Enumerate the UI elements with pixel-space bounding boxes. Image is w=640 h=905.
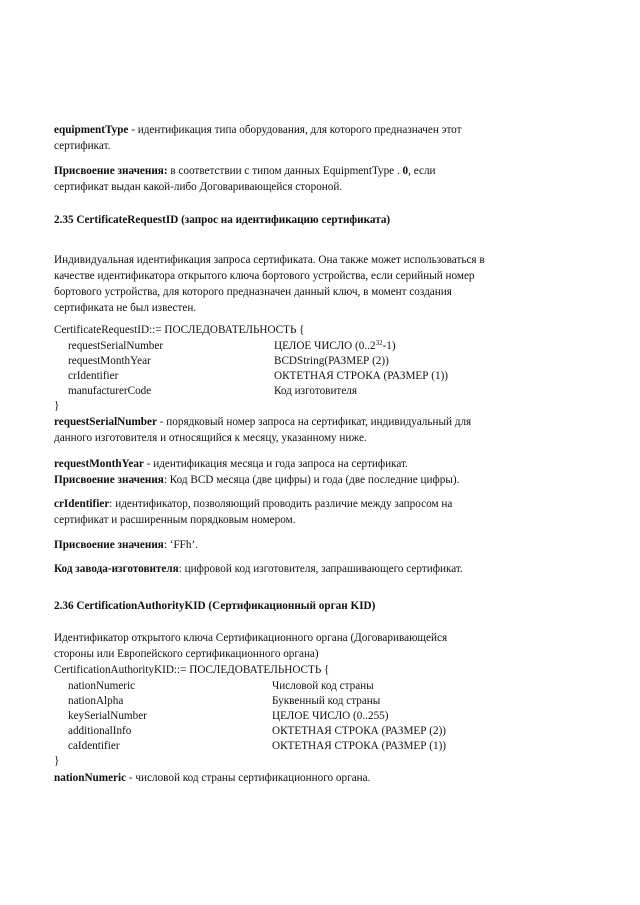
definition-row (54, 738, 594, 753)
equipment-type-term: equipmentType (54, 124, 129, 136)
assignment-paragraph-2 (54, 537, 594, 553)
rmy-term: requestMonthYear (54, 458, 144, 470)
field-type: ОКТЕТНАЯ СТРОКА (РАЗМЕР (1)) (274, 370, 449, 382)
cri-text-2: сертификат и расширенным порядковым номером. (54, 514, 296, 526)
assignment-bold-zero: 0 (402, 165, 409, 177)
field-type: BCDString(РАЗМЕР (2)) (274, 355, 389, 367)
definition-row (54, 678, 594, 693)
mfr-term: Код завода-изготовителя (54, 563, 179, 575)
nn-text: - числовой код страны сертификационного органа. (126, 772, 371, 784)
equipment-type-paragraph (54, 122, 594, 154)
request-serial-number-paragraph (54, 414, 594, 446)
rsn-text-2: данного изготовителя и относящийся к месяцу, указанному ниже. (54, 432, 367, 444)
field-name: crIdentifier (68, 370, 119, 382)
definition-row (54, 338, 594, 353)
field-type: ЦЕЛОЕ ЧИСЛО (0..255) (272, 710, 389, 722)
manufacturer-code-paragraph (54, 561, 594, 577)
desc-236-line-1: Идентификатор открытого ключа Сертификационного органа (Договаривающейся (54, 632, 448, 644)
definition-row (54, 353, 594, 368)
field-type: ОКТЕТНАЯ СТРОКА (РАЗМЕР (1)) (272, 740, 447, 752)
nn-term: nationNumeric (54, 772, 127, 784)
rsn-text-1: - порядковый номер запроса на сертификат, индивидуальный для (156, 416, 472, 428)
section-heading-2-35: 2.35 CertificateRequestID (запрос на идентификацию сертификата) (54, 214, 391, 226)
section-heading-2-36: 2.36 CertificationAuthorityKID (Сертификационный орган KID) (54, 600, 376, 612)
desc-235-line-3: бортового устройства, для которого предназначен данный ключ, в момент создания (54, 286, 452, 298)
rmy-assign-term: Присвоение значения (54, 474, 164, 486)
field-name: additionalInfo (68, 725, 132, 737)
assignment-paragraph-1 (54, 163, 594, 195)
definition-header-236: CertificationAuthorityKID::= ПОСЛЕДОВАТЕЛЬНОСТЬ { (54, 664, 330, 676)
assignment-text-1-end: , если (408, 165, 436, 177)
field-name: nationNumeric (68, 680, 136, 692)
field-type: Буквенный код страны (272, 695, 381, 707)
nation-numeric-paragraph (54, 770, 594, 786)
desc-236-line-2: стороны или Европейского сертификационного органа) (54, 648, 319, 660)
desc-235-line-4: сертификата не был известен. (54, 302, 197, 314)
definition-header-235: CertificateRequestID::= ПОСЛЕДОВАТЕЛЬНОСТЬ { (54, 324, 305, 336)
definition-row (54, 723, 594, 738)
definition-row (54, 693, 594, 708)
authority-kid-definition (54, 662, 594, 769)
definition-close-236: } (54, 755, 60, 767)
certificate-request-definition (54, 322, 594, 414)
assignment-term-2: Присвоение значения (54, 539, 164, 551)
cri-term: crIdentifier (54, 498, 110, 510)
assignment-value-2: : ‘FFh’. (163, 539, 199, 551)
cr-identifier-paragraph (54, 496, 594, 528)
field-type: ЦЕЛОЕ ЧИСЛО (0..2$^{32}$-1) (274, 339, 396, 352)
field-type: Код изготовителя (274, 385, 358, 397)
request-month-year-paragraph (54, 456, 594, 488)
certificate-request-description (54, 252, 594, 316)
field-type: ОКТЕТНАЯ СТРОКА (РАЗМЕР (2)) (272, 725, 447, 737)
desc-235-line-1: Индивидуальная идентификация запроса сертификата. Она также может использоваться в (54, 254, 485, 266)
definition-row (54, 368, 594, 383)
field-name: manufacturerCode (68, 385, 152, 397)
field-type: Числовой код страны (272, 680, 374, 692)
rmy-text-2: : Код BCD месяца (две цифры) и года (две последние цифры). (163, 474, 460, 486)
mfr-text: : цифровой код изготовителя, запрашивающего сертификат. (178, 563, 463, 575)
field-name: keySerialNumber (68, 710, 147, 722)
equipment-type-text-1: - идентификация типа оборудования, для которого предназначен этот (128, 124, 462, 136)
field-name: caIdentifier (68, 740, 120, 752)
assignment-text-1: в соответствии с типом данных EquipmentType . (167, 165, 403, 177)
cri-text-1: : идентификатор, позволяющий проводить различие между запросом на (109, 498, 453, 510)
definition-row (54, 708, 594, 723)
rsn-term: requestSerialNumber (54, 416, 157, 428)
definition-row (54, 383, 594, 398)
definition-close-235: } (54, 400, 60, 412)
assignment-text-2: сертификат выдан какой-либо Договаривающейся стороной. (54, 181, 343, 193)
field-name: requestMonthYear (68, 355, 151, 367)
field-name: nationAlpha (68, 695, 124, 707)
rmy-text-1: - идентификация месяца и года запроса на сертификат. (143, 458, 408, 470)
authority-kid-description (54, 630, 594, 662)
equipment-type-text-2: сертификат. (54, 140, 111, 152)
field-name: requestSerialNumber (68, 340, 164, 352)
assignment-term-1: Присвоение значения: (54, 165, 168, 177)
desc-235-line-2: качестве идентификатора открытого ключа бортового устройства, если серийный номер (54, 270, 475, 282)
